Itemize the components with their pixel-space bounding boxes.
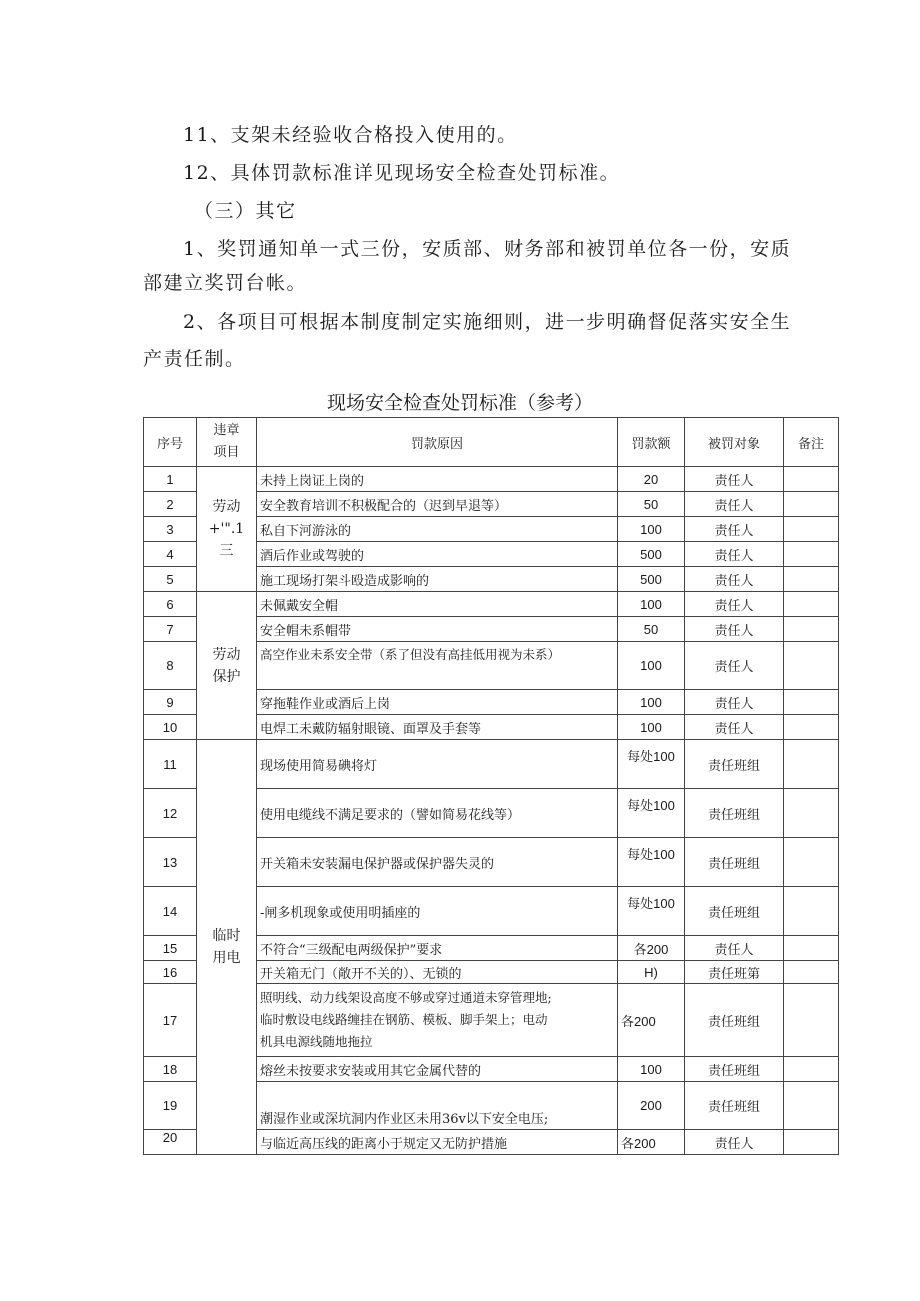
row-amount: 200 <box>618 1082 685 1130</box>
row-no: 17 <box>144 984 197 1057</box>
row-amount: 500 <box>618 542 685 567</box>
row-reason: 高空作业未系安全带（系了但没有高挂低用视为未系） <box>257 642 618 690</box>
header-item-line1: 违章 <box>213 423 240 438</box>
row-reason: 不符合“三级配电两级保护”要求 <box>257 936 618 961</box>
category-3-line2: 用电 <box>212 950 241 966</box>
row-note <box>784 887 839 936</box>
row-no: 8 <box>144 642 197 690</box>
row-note <box>784 690 839 715</box>
row-note <box>784 1057 839 1082</box>
row-target: 责任人 <box>685 690 784 715</box>
row-no: 4 <box>144 542 197 567</box>
row-reason: 使用电缆线不满足要求的（譬如简易花线等） <box>257 789 618 838</box>
row-target: 责任班组 <box>685 1057 784 1082</box>
row-amount: 50 <box>618 492 685 517</box>
row-note <box>784 592 839 617</box>
header-target: 被罚对象 <box>685 418 784 467</box>
row-no: 12 <box>144 789 197 838</box>
header-item <box>197 418 257 467</box>
category-3-line1: 临时 <box>212 928 241 944</box>
paragraph-other-2-line1: 2、各项目可根据本制度制定实施细则，进一步明确督促落实安全生 <box>183 311 792 333</box>
row-amount: 各200 <box>618 936 685 961</box>
row-target: 责任人 <box>685 1130 784 1155</box>
row-no: 6 <box>144 592 197 617</box>
row-reason-line2: 临时敷设电线路缠挂在钢筋、模板、脚手架上；电动 <box>260 1012 548 1027</box>
row-reason: 穿拖鞋作业或酒后上岗 <box>257 690 618 715</box>
category-1-line2: +'".1 <box>208 521 245 537</box>
paragraph-other-1-line1: 1、奖罚通知单一式三份，安质部、财务部和被罚单位各一份，安质 <box>183 238 792 260</box>
row-no: 15 <box>144 936 197 961</box>
row-reason: 未佩戴安全帽 <box>257 592 618 617</box>
paragraph-item-12: 12、具体罚款标准详见现场安全检查处罚标准。 <box>183 162 621 184</box>
row-note <box>784 517 839 542</box>
row-note <box>784 838 839 887</box>
row-amount: 每处100 <box>618 740 685 789</box>
category-labor-protection <box>197 592 257 740</box>
row-no: 5 <box>144 567 197 592</box>
row-no: 18 <box>144 1057 197 1082</box>
table-row <box>144 467 839 492</box>
row-note <box>784 961 839 984</box>
row-no: 16 <box>144 961 197 984</box>
row-amount: 各200 <box>618 984 685 1057</box>
row-target: 责任人 <box>685 467 784 492</box>
category-temporary-power <box>197 740 257 1155</box>
row-target: 责任人 <box>685 517 784 542</box>
row-note <box>784 467 839 492</box>
paragraph-item-11: 11、支架未经验收合格投入使用的。 <box>183 124 518 146</box>
row-reason: 私自下河游泳的 <box>257 517 618 542</box>
row-note <box>784 542 839 567</box>
row-amount: 100 <box>618 715 685 740</box>
penalty-table <box>143 417 839 1155</box>
paragraph-other-1-line2: 部建立奖罚台帐。 <box>143 272 308 294</box>
row-reason: 潮湿作业或深坑洞内作业区未用36v以下安全电压; <box>257 1082 618 1130</box>
row-reason: 熔丝未按要求安装或用其它金属代替的 <box>257 1057 618 1082</box>
category-1-line3: 三 <box>219 543 234 559</box>
row-amount: 每处100 <box>618 887 685 936</box>
header-reason: 罚款原因 <box>257 418 618 467</box>
row-target: 责任人 <box>685 492 784 517</box>
row-note <box>784 492 839 517</box>
row-target: 责任人 <box>685 542 784 567</box>
paragraph-other-2-line2: 产责任制。 <box>143 348 246 370</box>
row-amount: 每处100 <box>618 838 685 887</box>
row-no: 11 <box>144 740 197 789</box>
row-no: 1 <box>144 467 197 492</box>
row-amount: 100 <box>618 592 685 617</box>
row-reason-line3: 机具电源线随地拖拉 <box>260 1034 373 1049</box>
row-target: 责任班组 <box>685 984 784 1057</box>
header-amount: 罚款额 <box>618 418 685 467</box>
row-reason: 与临近高压线的距离小于规定又无防护措施 <box>257 1130 618 1155</box>
row-reason: 施工现场打架斗殴造成影响的 <box>257 567 618 592</box>
row-target: 责任班组 <box>685 740 784 789</box>
row-amount: 500 <box>618 567 685 592</box>
row-reason-multiline <box>257 984 618 1057</box>
table-title: 现场安全检查处罚标准（参考） <box>326 392 593 414</box>
row-target: 责任班组 <box>685 887 784 936</box>
row-amount: 每处100 <box>618 789 685 838</box>
row-reason: 开关箱无门（敞开不关的）、无锁的 <box>257 961 618 984</box>
row-amount: 各200 <box>618 1130 685 1155</box>
row-no: 3 <box>144 517 197 542</box>
row-reason: 开关箱未安装漏电保护器或保护器失灵的 <box>257 838 618 887</box>
header-note: 备注 <box>784 418 839 467</box>
row-reason: -闸多机现象或使用明插座的 <box>257 887 618 936</box>
table-row <box>144 592 839 617</box>
row-amount: 50 <box>618 617 685 642</box>
row-amount: 100 <box>618 642 685 690</box>
row-reason: 电焊工未戴防辐射眼镜、面罩及手套等 <box>257 715 618 740</box>
row-note <box>784 642 839 690</box>
row-target: 责任班第 <box>685 961 784 984</box>
row-reason: 酒后作业或驾驶的 <box>257 542 618 567</box>
row-target: 责任班组 <box>685 1082 784 1130</box>
row-amount: 100 <box>618 517 685 542</box>
row-reason-line1: 照明线、动力线架设高度不够或穿过通道未穿管理地; <box>260 990 552 1005</box>
row-note <box>784 617 839 642</box>
row-note <box>784 715 839 740</box>
row-note <box>784 984 839 1057</box>
row-note <box>784 567 839 592</box>
row-no: 10 <box>144 715 197 740</box>
category-1-line1: 劳动 <box>212 499 241 515</box>
row-amount: 20 <box>618 467 685 492</box>
row-reason: 安全帽未系帽带 <box>257 617 618 642</box>
row-target: 责任人 <box>685 567 784 592</box>
row-amount: H) <box>618 961 685 984</box>
row-amount: 100 <box>618 1057 685 1082</box>
row-note <box>784 740 839 789</box>
row-reason: 安全教育培训不积极配合的（迟到早退等） <box>257 492 618 517</box>
row-no: 19 <box>144 1082 197 1130</box>
row-no: 13 <box>144 838 197 887</box>
row-reason: 现场使用简易碘将灯 <box>257 740 618 789</box>
row-target: 责任人 <box>685 592 784 617</box>
category-2-line1: 劳动 <box>212 646 241 663</box>
row-no: 9 <box>144 690 197 715</box>
table-row <box>144 740 839 789</box>
row-note <box>784 789 839 838</box>
row-note <box>784 936 839 961</box>
row-target: 责任班组 <box>685 838 784 887</box>
row-no: 14 <box>144 887 197 936</box>
row-target: 责任人 <box>685 617 784 642</box>
row-target: 责任班组 <box>685 789 784 838</box>
table-header-row <box>144 418 839 467</box>
header-item-line2: 项目 <box>213 445 240 460</box>
category-2-line2: 保护 <box>212 668 241 685</box>
row-target: 责任人 <box>685 715 784 740</box>
row-note <box>784 1082 839 1130</box>
row-target: 责任人 <box>685 642 784 690</box>
category-labor-discipline <box>197 467 257 592</box>
row-note <box>784 1130 839 1155</box>
row-target: 责任人 <box>685 936 784 961</box>
section-heading: （三）其它 <box>194 200 297 222</box>
row-no: 2 <box>144 492 197 517</box>
row-no: 7 <box>144 617 197 642</box>
row-amount: 100 <box>618 690 685 715</box>
row-reason: 未持上岗证上岗的 <box>257 467 618 492</box>
row-no: 20 <box>144 1130 197 1155</box>
header-no: 序号 <box>144 418 197 467</box>
